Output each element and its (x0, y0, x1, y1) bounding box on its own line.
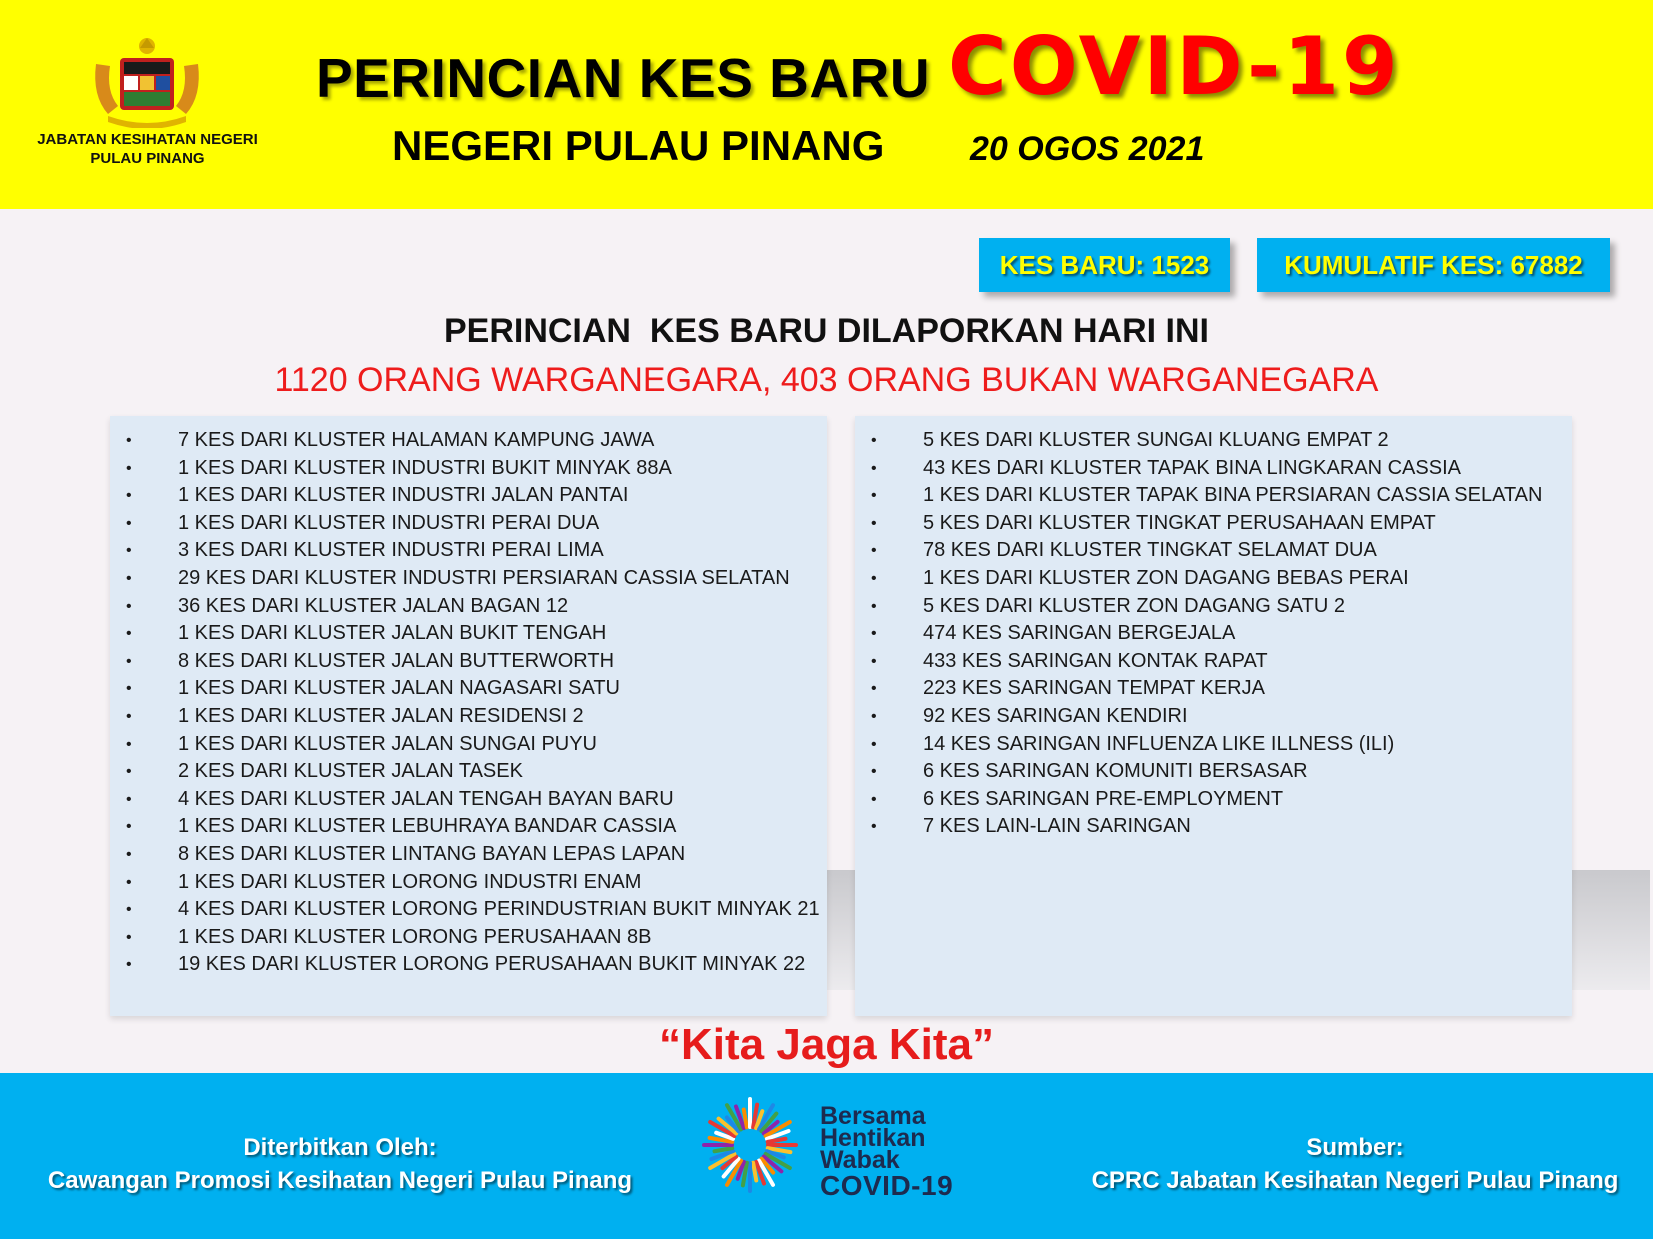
list-item (855, 593, 1572, 621)
list-item-text: 29 KES DARI KLUSTER INDUSTRI PERSIARAN CASSIA SELATAN (178, 566, 790, 589)
list-item (110, 648, 827, 676)
list-item-text: 78 KES DARI KLUSTER TINGKAT SELAMAT DUA (923, 539, 1377, 562)
bullet-icon: • (126, 901, 132, 919)
published-by-value: Cawangan Promosi Kesihatan Negeri Pulau Pinang (47, 1167, 633, 1194)
list-item-text: 223 KES SARINGAN TEMPAT KERJA (923, 677, 1265, 700)
list-item-text: 474 KES SARINGAN BERGEJALA (923, 622, 1236, 645)
bullet-icon: • (871, 818, 877, 836)
source-value: CPRC Jabatan Kesihatan Negeri Pulau Pinang (1091, 1167, 1619, 1194)
list-item-text: 1 KES DARI KLUSTER ZON DAGANG BEBAS PERAI (923, 566, 1409, 589)
list-item-text: 1 KES DARI KLUSTER INDUSTRI BUKIT MINYAK 88A (178, 456, 672, 479)
list-item (110, 593, 827, 621)
list-item-text: 2 KES DARI KLUSTER JALAN TASEK (178, 760, 523, 783)
list-item (110, 455, 827, 483)
list-item (855, 731, 1572, 759)
list-item-text: 8 KES DARI KLUSTER LINTANG BAYAN LEPAS LAPAN (178, 842, 686, 865)
bullet-icon: • (871, 569, 877, 587)
published-by-label: Diterbitkan Oleh: (243, 1134, 437, 1161)
list-item (855, 786, 1572, 814)
list-item-text: 7 KES LAIN-LAIN SARINGAN (923, 815, 1191, 838)
list-item-text: 6 KES SARINGAN KOMUNITI BERSASAR (923, 760, 1308, 783)
bullet-icon: • (871, 625, 877, 643)
bullet-icon: • (871, 432, 877, 449)
bullet-icon: • (871, 514, 877, 532)
department-name: JABATAN KESIHATAN NEGERI PULAU PINANG (37, 131, 258, 167)
list-item (110, 813, 827, 841)
list-item-text: 8 KES DARI KLUSTER JALAN BUTTERWORTH (178, 649, 615, 672)
list-item-text: 1 KES DARI KLUSTER JALAN RESIDENSI 2 (178, 704, 584, 727)
list-item (855, 455, 1572, 483)
list-item (855, 482, 1572, 510)
bullet-icon: • (126, 569, 132, 587)
bullet-icon: • (126, 845, 132, 863)
bullet-icon: • (871, 597, 877, 615)
list-item (110, 427, 827, 455)
campaign-burst-icon (700, 1095, 800, 1195)
list-item (855, 675, 1572, 703)
list-item-text: 5 KES DARI KLUSTER ZON DAGANG SATU 2 (923, 594, 1345, 617)
list-item (855, 510, 1572, 538)
list-item (855, 537, 1572, 565)
list-item-text: 36 KES DARI KLUSTER JALAN BAGAN 12 (178, 594, 569, 617)
list-item (110, 758, 827, 786)
list-item (855, 565, 1572, 593)
bullet-icon: • (126, 735, 132, 753)
bullet-icon: • (871, 680, 877, 698)
list-item (110, 565, 827, 593)
bullet-icon: • (126, 597, 132, 615)
list-item (110, 786, 827, 814)
new-cases-badge: KES BARU: 1523 (979, 238, 1230, 292)
bullet-icon: • (126, 763, 132, 781)
campaign-line-4: COVID-19 (820, 1170, 954, 1201)
bullet-icon: • (126, 432, 132, 449)
list-item-text: 43 KES DARI KLUSTER TAPAK BINA LINGKARAN CASSIA (923, 456, 1461, 479)
bullet-icon: • (871, 542, 877, 560)
coat-of-arms-logo (88, 36, 206, 128)
cumulative-cases-badge: KUMULATIF KES: 67882 (1257, 238, 1610, 292)
list-item-text: 1 KES DARI KLUSTER JALAN NAGASARI SATU (178, 677, 620, 700)
section-subheading: 1120 ORANG WARGANEGARA, 403 ORANG BUKAN WARGANEGARA (274, 361, 1379, 399)
list-item (110, 896, 827, 924)
list-item (110, 510, 827, 538)
campaign-line-3: Wabak (820, 1146, 900, 1174)
list-item (110, 924, 827, 952)
list-item-text: 433 KES SARINGAN KONTAK RAPAT (923, 649, 1268, 672)
source-label: Sumber: (1306, 1134, 1404, 1161)
list-item-text: 4 KES DARI KLUSTER LORONG PERINDUSTRIAN BUKIT MINYAK 21 (178, 898, 820, 921)
list-item (110, 537, 827, 565)
campaign-text (820, 1102, 954, 1201)
bullet-icon: • (871, 763, 877, 781)
bullet-icon: • (126, 487, 132, 505)
bullet-icon: • (871, 652, 877, 670)
list-item (110, 869, 827, 897)
list-item-text: 4 KES DARI KLUSTER JALAN TENGAH BAYAN BARU (178, 787, 674, 810)
left-cluster-panel (110, 416, 827, 1016)
list-item-text: 5 KES DARI KLUSTER TINGKAT PERUSAHAAN EMPAT (923, 511, 1436, 534)
bullet-icon: • (126, 707, 132, 725)
report-date: 20 OGOS 2021 (970, 130, 1205, 168)
bullet-icon: • (871, 790, 877, 808)
list-item-text: 1 KES DARI KLUSTER TAPAK BINA PERSIARAN CASSIA SELATAN (923, 484, 1543, 507)
slogan: “Kita Jaga Kita” (659, 1020, 994, 1069)
page-title: PERINCIAN KES BARU (316, 47, 931, 109)
bullet-icon: • (126, 652, 132, 670)
list-item-text: 7 KES DARI KLUSTER HALAMAN KAMPUNG JAWA (178, 429, 655, 451)
list-item-text: 1 KES DARI KLUSTER LEBUHRAYA BANDAR CASSIA (178, 815, 677, 838)
right-cluster-list (855, 416, 1572, 841)
list-item-text: 19 KES DARI KLUSTER LORONG PERUSAHAAN BUKIT MINYAK 22 (178, 953, 806, 976)
bullet-icon: • (871, 487, 877, 505)
bullet-icon: • (126, 790, 132, 808)
bullet-icon: • (126, 514, 132, 532)
list-item-text: 1 KES DARI KLUSTER JALAN BUKIT TENGAH (178, 622, 607, 645)
bullet-icon: • (126, 680, 132, 698)
state-title: NEGERI PULAU PINANG (392, 122, 885, 169)
list-item (110, 620, 827, 648)
bullet-icon: • (126, 873, 132, 891)
campaign-line-1: Bersama (820, 1102, 926, 1130)
bullet-icon: • (126, 625, 132, 643)
bullet-icon: • (126, 928, 132, 946)
campaign-line-2: Hentikan (820, 1124, 926, 1152)
list-item-text: 1 KES DARI KLUSTER INDUSTRI JALAN PANTAI (178, 484, 629, 507)
list-item (855, 648, 1572, 676)
left-cluster-list (110, 416, 827, 979)
list-item (855, 813, 1572, 841)
list-item-text: 92 KES SARINGAN KENDIRI (923, 704, 1188, 727)
list-item (110, 482, 827, 510)
list-item (855, 620, 1572, 648)
covid-title: COVID-19 (948, 20, 1401, 113)
list-item-text: 1 KES DARI KLUSTER JALAN SUNGAI PUYU (178, 732, 598, 755)
bullet-icon: • (126, 818, 132, 836)
list-item-text: 1 KES DARI KLUSTER INDUSTRI PERAI DUA (178, 511, 600, 534)
list-item (855, 427, 1572, 455)
section-heading: PERINCIAN KES BARU DILAPORKAN HARI INI (443, 312, 1210, 350)
list-item-text: 5 KES DARI KLUSTER SUNGAI KLUANG EMPAT 2 (923, 429, 1389, 451)
list-item (855, 703, 1572, 731)
list-item-text: 6 KES SARINGAN PRE-EMPLOYMENT (923, 787, 1284, 810)
list-item-text: 1 KES DARI KLUSTER LORONG INDUSTRI ENAM (178, 870, 642, 893)
bullet-icon: • (126, 956, 132, 974)
list-item-text: 1 KES DARI KLUSTER LORONG PERUSAHAAN 8B (178, 925, 652, 948)
bullet-icon: • (871, 707, 877, 725)
list-item-text: 14 KES SARINGAN INFLUENZA LIKE ILLNESS (ILI) (923, 732, 1395, 755)
list-item (855, 758, 1572, 786)
list-item (110, 675, 827, 703)
list-item-text: 3 KES DARI KLUSTER INDUSTRI PERAI LIMA (178, 539, 604, 562)
list-item (110, 731, 827, 759)
right-cluster-panel (855, 416, 1572, 1016)
bullet-icon: • (871, 735, 877, 753)
list-item (110, 841, 827, 869)
list-item (110, 951, 827, 979)
list-item (110, 703, 827, 731)
bullet-icon: • (126, 542, 132, 560)
bullet-icon: • (126, 459, 132, 477)
bullet-icon: • (871, 459, 877, 477)
